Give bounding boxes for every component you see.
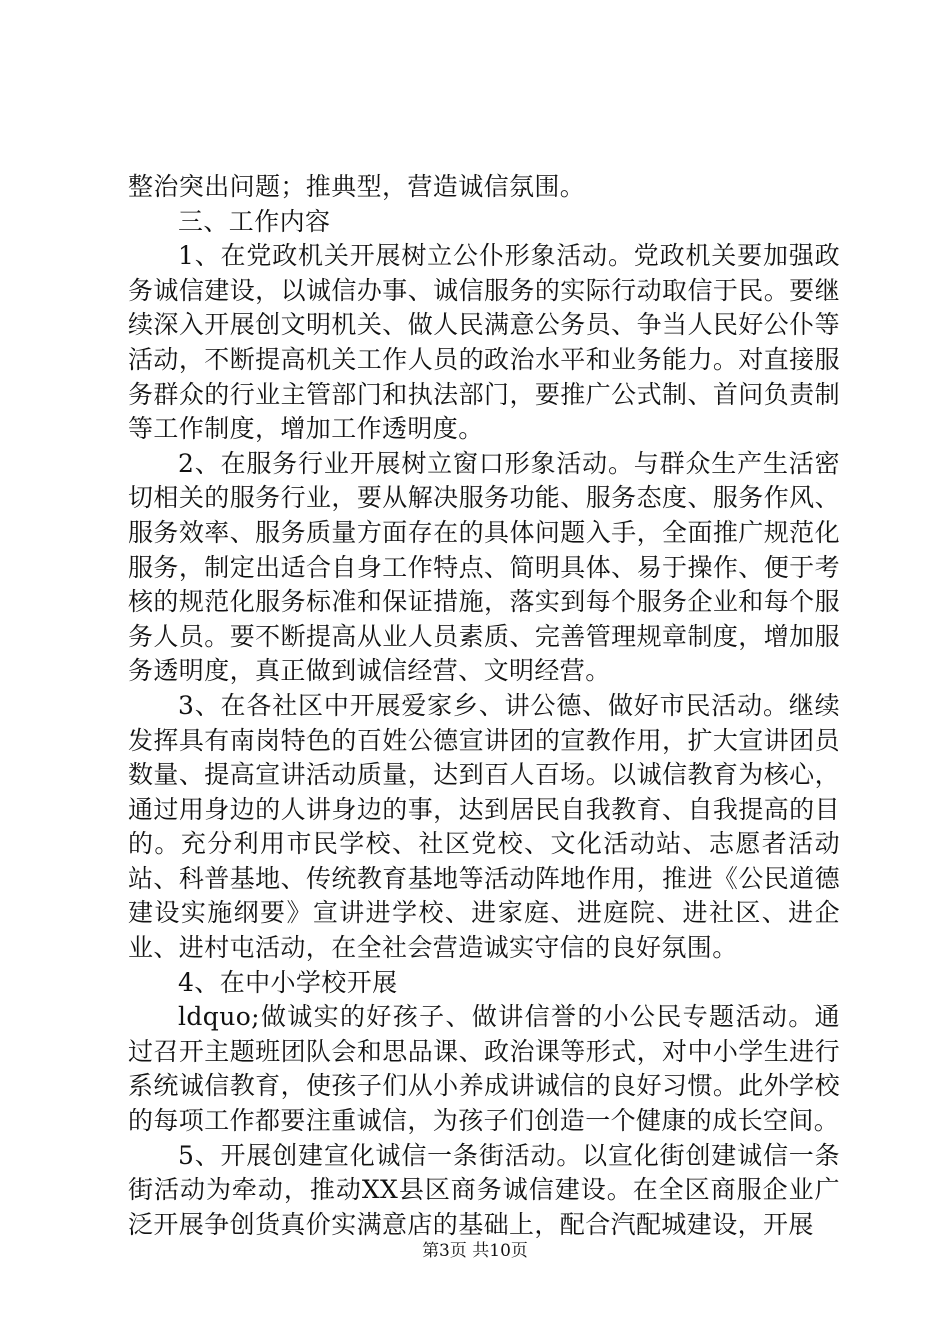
document-body <box>128 170 840 1242</box>
paragraph-item-5: 5、开展创建宣化诚信一条街活动。以宣化街创建诚信一条街活动为牵动，推动XX县区商务诚信建设。在全区商服企业广泛开展争创货真价实满意店的基础上，配合汽配城建设，开展 <box>128 1140 840 1239</box>
paragraph-item-4-body: ldquo;做诚实的好孩子、做讲信誉的小公民专题活动。通过召开主题班团队会和思品课、政治课等形式，对中小学生进行系统诚信教育，使孩子们从小养成讲诚信的良好习惯。此外学校的每项工作都要注重诚信，为孩子们创造一个健康的成长空间。 <box>128 1002 840 1136</box>
page-number-footer: 第3页 共10页 <box>422 1241 528 1261</box>
paragraph-item-3: 3、在各社区中开展爱家乡、讲公德、做好市民活动。继续发挥具有南岗特色的百姓公德宣讲团的宣教作用，扩大宣讲团员数量、提高宣讲活动质量，达到百人百场。以诚信教育为核心，通过用身边的人讲身边的事，达到居民自我教育、自我提高的目的。充分利用市民学校、社区党校、文化活动站、志愿者活动站、科普基地、传统教育基地等活动阵地作用，推进《公民道德建设实施纲要》宣讲进学校、进家庭、进庭院、进社区、进企业、进村屯活动，在全社会营造诚实守信的良好氛围。 <box>128 690 840 963</box>
section-heading-work-content: 三、工作内容 <box>178 206 331 236</box>
paragraph-item-4-heading: 4、在中小学校开展 <box>178 967 398 997</box>
paragraph-item-2: 2、在服务行业开展树立窗口形象活动。与群众生产生活密切相关的服务行业，要从解决服务功能、服务态度、服务作风、服务效率、服务质量方面存在的具体问题入手，全面推广规范化服务，制定出适合自身工作特点、简明具体、易于操作、便于考核的规范化服务标准和保证措施，落实到每个服务企业和每个服务人员。要不断提高从业人员素质、完善管理规章制度，增加服务透明度，真正做到诚信经营、文明经营。 <box>128 448 840 686</box>
paragraph-1: 整治突出问题；推典型，营造诚信氛围。 <box>128 172 586 201</box>
paragraph-item-1: 1、在党政机关开展树立公仆形象活动。党政机关要加强政务诚信建设，以诚信办事、诚信服务的实际行动取信于民。要继续深入开展创文明机关、做人民满意公务员、争当人民好公仆等活动，不断提高机关工作人员的政治水平和业务能力。对直接服务群众的行业主管部门和执法部门，要推广公式制、首问负责制等工作制度，增加工作透明度。 <box>128 241 840 444</box>
